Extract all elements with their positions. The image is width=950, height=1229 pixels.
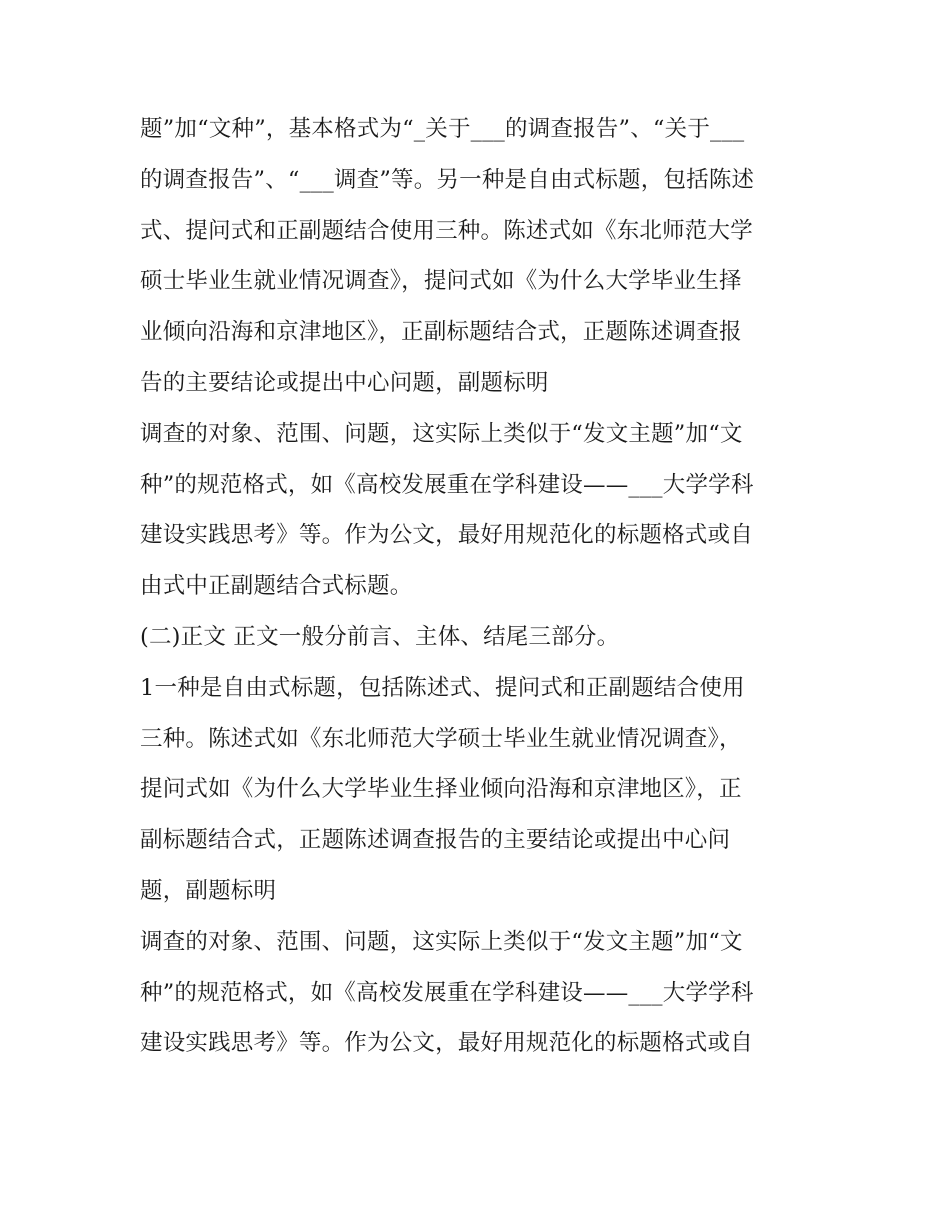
text-line: 提问式如《为什么大学毕业生择业倾向沿海和京津地区》，正 — [140, 776, 742, 803]
text-line: 业倾向沿海和京津地区》，正副标题结合式，正题陈述调查报 — [140, 319, 742, 346]
text-line: 题，副题标明 — [140, 877, 277, 904]
text-line: 副标题结合式，正题陈述调查报告的主要结论或提出中心问 — [140, 827, 731, 854]
text-line: 1一种是自由式标题，包括陈述式、提问式和正副题结合使用 — [140, 674, 745, 701]
text-line: 种”的规范格式，如《高校发展重在学科建设——___大学学科 — [140, 979, 754, 1006]
text-line: 调查的对象、范围、问题，这实际上类似于“发文主题”加“文 — [140, 420, 743, 447]
text-line: 建设实践思考》等。作为公文，最好用规范化的标题格式或自 — [140, 522, 753, 549]
text-line: 由式中正副题结合式标题。 — [140, 573, 413, 600]
text-line: 种”的规范格式，如《高校发展重在学科建设——___大学学科 — [140, 471, 754, 498]
body-text — [140, 104, 812, 1069]
text-line: 建设实践思考》等。作为公文，最好用规范化的标题格式或自 — [140, 1030, 753, 1057]
text-line: 硕士毕业生就业情况调查》，提问式如《为什么大学毕业生择 — [140, 268, 742, 295]
text-line: 式、提问式和正副题结合使用三种。陈述式如《东北师范大学 — [140, 217, 753, 244]
section-heading: (二)正文 正文一般分前言、主体、结尾三部分。 — [140, 623, 620, 650]
text-line: 调查的对象、范围、问题，这实际上类似于“发文主题”加“文 — [140, 928, 743, 955]
text-line: 题”加“文种”，基本格式为“_关于___的调查报告”、“关于___ — [140, 116, 745, 142]
text-line: 三种。陈述式如《东北师范大学硕士毕业生就业情况调查》， — [140, 725, 742, 752]
text-line: 告的主要结论或提出中心问题，副题标明 — [140, 369, 549, 396]
text-line: 的调查报告”、“___调查”等。另一种是自由式标题，包括陈述 — [140, 166, 755, 193]
